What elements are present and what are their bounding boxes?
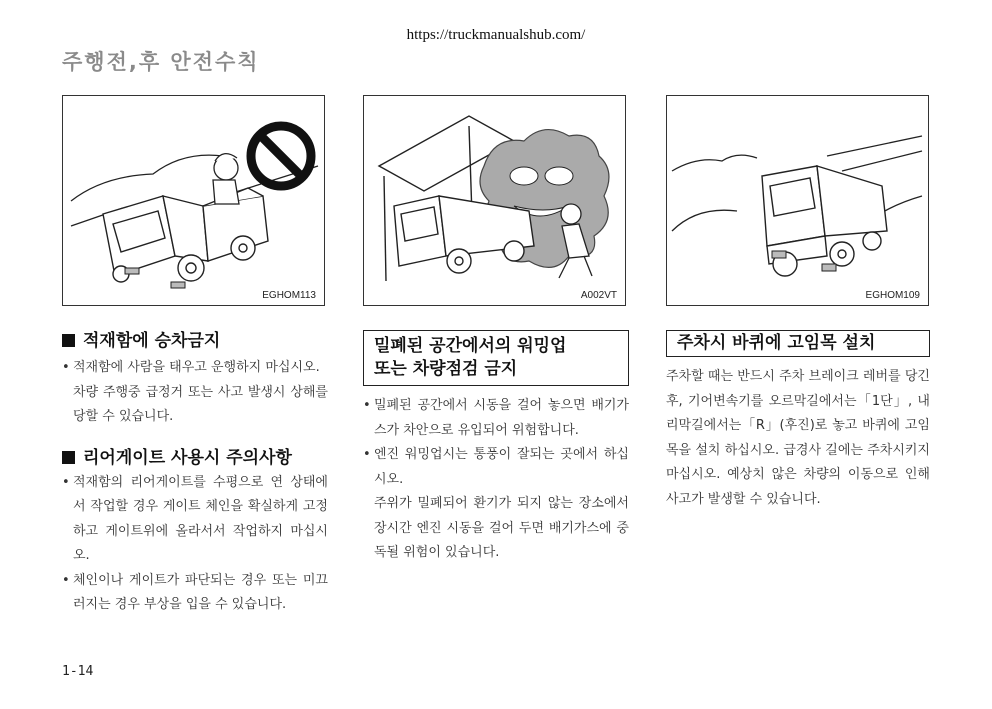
square-bullet-icon	[62, 334, 75, 347]
prohibition-icon	[251, 126, 311, 186]
bullet-item: • 엔진 워밍업시는 통풍이 잘되는 곳에서 하십시오.	[363, 447, 629, 487]
paragraph: 차량 주행중 급정거 또는 사고 발생시 상해를 당할 수 있습니다.	[73, 384, 328, 424]
section-heading-no-riding: 적재함에 승차금지	[62, 330, 328, 352]
paragraph: 주차할 때는 반드시 주차 브레이크 레버를 당긴 후, 기어변속기를 오르막길에서는「1단」, 내리막길에서는「R」(후진)로 놓고 바퀴에 고임목을 설치 하십시오. 급경사 길에는 주차시키지 마십시오. 예상치 않은 차량의 이동으로 인해 사고가 발생할 수 있습니다.	[666, 369, 930, 507]
paragraph: 주위가 밀폐되어 환기가 되지 않는 장소에서 장시간 엔진 시동을 걸어 두면 배기가스에 중독될 위험이 있습니다.	[374, 496, 629, 560]
column-3	[666, 330, 930, 512]
bullet-item: • 적재함의 리어게이트를 수평으로 연 상태에서 작업할 경우 게이트 체인을 확실하게 고정하고 게이트위에 올라서서 작업하지 마십시오.	[62, 474, 328, 563]
column-2	[363, 330, 629, 566]
bullet-item: • 밀폐된 공간에서 시동을 걸어 놓으면 배기가스가 차안으로 유입되어 위험합니다.	[363, 398, 629, 438]
figure-code: EGHOM113	[262, 290, 316, 301]
figure-code: EGHOM109	[865, 290, 920, 301]
page-title: 주행전,후 안전수칙	[62, 50, 260, 74]
bullet-item: • 체인이나 게이트가 파단되는 경우 또는 미끄러지는 경우 부상을 입을 수 있습니다.	[62, 572, 328, 612]
garage-exhaust-illustration	[364, 96, 627, 307]
figure-no-riding-cargo	[62, 95, 325, 306]
section-heading-rear-gate: 리어게이트 사용시 주의사항	[62, 447, 328, 469]
figure-wheel-chocks	[666, 95, 929, 306]
section-heading-wheel-chocks: 주차시 바퀴에 고임목 설치	[666, 330, 930, 357]
figure-code: A002VT	[580, 290, 617, 301]
page-number: 1-14	[62, 664, 94, 679]
figure-closed-garage	[363, 95, 626, 306]
source-url: https://truckmanualshub.com/	[406, 27, 586, 43]
section-heading-closed-space: 밀폐된 공간에서의 워밍업 또는 차량점검 금지	[363, 330, 629, 386]
column-1	[62, 330, 328, 618]
truck-rider-illustration	[63, 96, 326, 307]
bullet-item: • 적재함에 사람을 태우고 운행하지 마십시오.	[62, 360, 320, 375]
square-bullet-icon	[62, 451, 75, 464]
parked-truck-illustration	[667, 96, 930, 307]
